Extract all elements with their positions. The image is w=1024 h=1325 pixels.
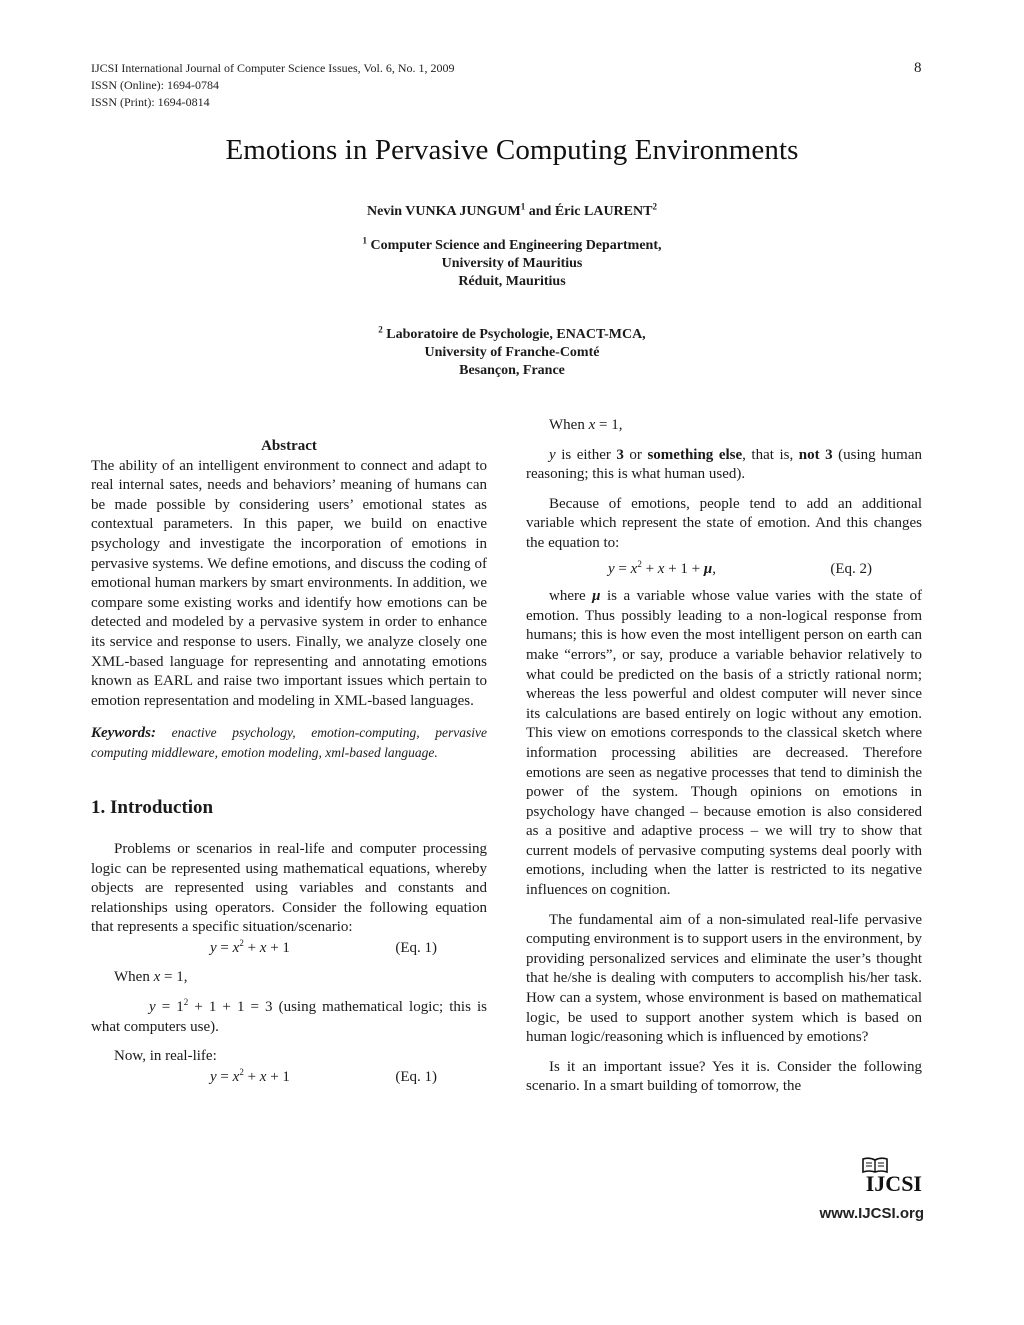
equation-1b-label: (Eq. 1) (395, 1068, 437, 1085)
equation-1-label: (Eq. 1) (395, 939, 437, 956)
ijcsi-logo (800, 1157, 924, 1222)
author-line (0, 203, 1024, 221)
author-2-sup: 2 (652, 201, 657, 212)
author-2: Éric LAURENT (554, 204, 653, 219)
author-1-sup: 1 (520, 201, 526, 212)
right-when: When x = 1, (549, 417, 623, 433)
intro-now: Now, in real-life: (114, 1048, 217, 1065)
equation-2 (526, 560, 922, 580)
logo-name: IJCSI (865, 1171, 922, 1196)
equation-1-repeat (91, 1068, 487, 1088)
right-where-paragraph: where μ is a variable whose value varies with the state of emotion. Thus possibly leading to a non-logical response from humans; this is how even the most intelligent person on earth can make “errors”, or say, produce a variable behavior relatively to what could be predicted on the basis of a strictly rational norm; whereas the less powerful and oldest computer will never since its calculations are based entirely on logic without any emotion. This view on emotions corresponds to the classical sketch where information processing abilities are decreased. Therefore emotions are seen as negative processes that tend to diminish the power of the system. Though opinions on emotions in psychology have changed – because emotion is also considered as a positive and adaptive process – we will try to show that current models of pervasive computing systems deal poorly with emotions, including when the latter is restricted to its negative influences on cognition. (526, 588, 922, 899)
equation-1 (91, 939, 487, 959)
intro-paragraph-1: Problems or scenarios in real-life and computer processing logic can be represented using mathematical equations, whereby objects are represented using variables and constants and relationships using operators. Consider the following equation that represents a specific situation/scenario: (91, 840, 487, 936)
keywords-text: enactive psychology, emotion-computing, pervasive computing middleware, emotion modeling, xml-based language. (91, 725, 487, 761)
keywords (91, 723, 487, 762)
keywords-label: Keywords: (91, 725, 156, 742)
section-heading-introduction: 1. Introduction (91, 797, 214, 819)
right-issue-paragraph: Is it an important issue? Yes it is. Consider the following scenario. In a smart building of tomorrow, the (526, 1058, 922, 1095)
author-conjunction: and (525, 204, 555, 219)
journal-citation: IJCSI International Journal of Computer Science Issues, Vol. 6, No. 1, 2009 (91, 61, 455, 75)
aff2-sup: 2 (378, 324, 383, 335)
affiliation-1 (0, 237, 1024, 291)
equation-2-label: (Eq. 2) (830, 560, 872, 577)
aff2-univ: University of Franche-Comté (424, 345, 600, 360)
logo-url[interactable]: www.IJCSI.org (819, 1205, 924, 1222)
equation-2-expr: $y = x^2 + x + 1 + \mu$, (608, 558, 716, 577)
aff2-dept: Laboratoire de Psychologie, ENACT-MCA, (382, 327, 646, 342)
right-fundamental-paragraph: The fundamental aim of a non-simulated real-life pervasive computing environment is to support users in the environment, by providing personalized services and eliminate the user’s thought that he/she is dealing with computers to accomplish his/her task. How can a system, whose environment is based on mathematical logic, be used to support another system which is based on human logic/reasoning which is influenced by emotions? (526, 911, 922, 1046)
right-because: Because of emotions, people tend to add an additional variable which represent the state of emotion. And this changes the equation to: (526, 495, 922, 551)
right-either: y is either 3 or something else, that is, not 3 (using human reasoning; this is what human used). (526, 446, 923, 483)
issn-online: ISSN (Online): 1694-0784 (91, 78, 219, 92)
aff1-univ: University of Mauritius (441, 256, 583, 271)
issn-print: ISSN (Print): 1694-0814 (91, 95, 210, 109)
affiliation-2 (0, 326, 1024, 380)
author-1: Nevin VUNKA JUNGUM (367, 204, 521, 219)
running-header (91, 60, 455, 111)
abstract-text: The ability of an intelligent environment to connect and adapt to real internal sates, needs and behaviors’ meaning of humans can be made possible by considering users’ emotional states as contextual parameters. In this paper, we build on enactive psychology and investigate the incorporation of emotions in pervasive systems. We define emotions, and discuss the coding of emotional human markers by smart environments. In addition, we compare some existing works and identify how emotions can be detected and modeled by a pervasive system in order to enhance its service and response to users. Finally, we analyze closely one XML-based language for representing and annotating emotions known as EARL and raise two important issues which pertain to emotion representation and modeling in XML-based languages. (91, 457, 487, 709)
page-number: 8 (914, 60, 922, 76)
intro-when: When x = 1, (114, 969, 188, 986)
aff1-dept: Computer Science and Engineering Department, (367, 238, 662, 253)
abstract-heading: Abstract (261, 438, 317, 454)
aff1-sup: 1 (362, 235, 367, 246)
equation-1-expr: $y = x^2 + x + 1$ (210, 937, 290, 956)
aff2-city: Besançon, France (459, 363, 565, 378)
left-column (91, 437, 487, 1088)
equation-1b-expr: $y = x^2 + x + 1$ (210, 1066, 290, 1085)
aff1-city: Réduit, Mauritius (458, 274, 566, 289)
right-column (526, 416, 922, 1097)
paper-title: Emotions in Pervasive Computing Environments (225, 134, 799, 166)
intro-calculation: $y = 1^2 + 1 + 1 = 3$ (using mathematical logic; this is what computers use). (91, 997, 487, 1035)
